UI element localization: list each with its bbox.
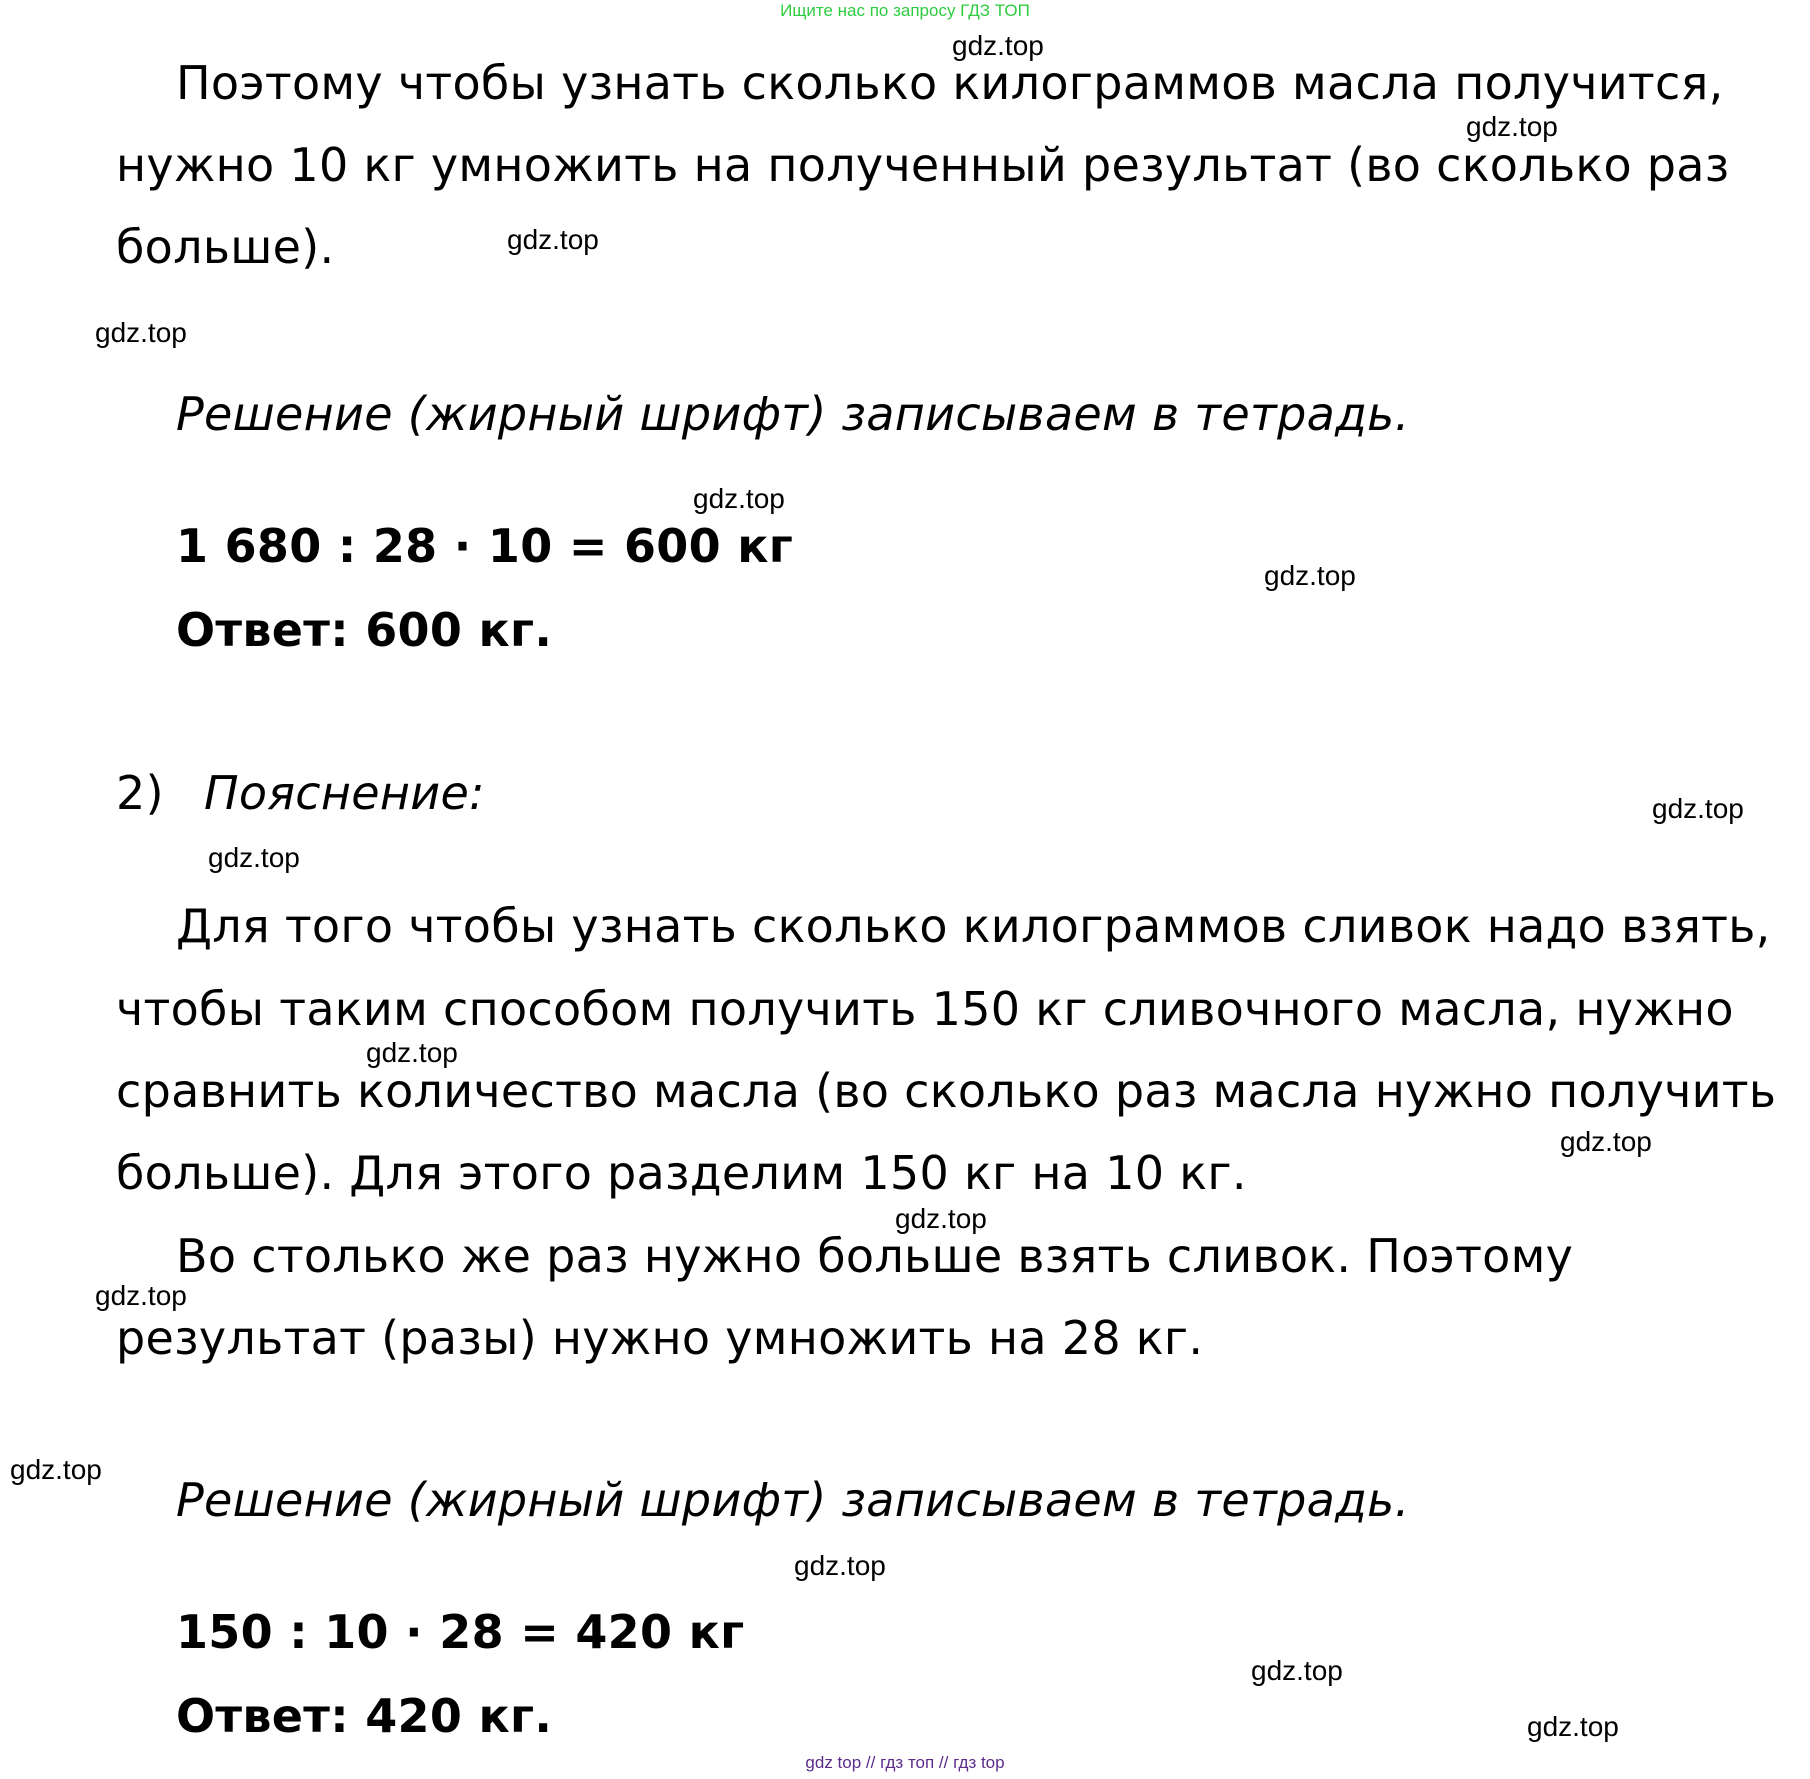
watermark: gdz.top	[1527, 1711, 1619, 1742]
solution2-note: Решение (жирный шрифт) записываем в тетрадь.	[176, 1473, 1410, 1527]
top-banner[interactable]: Ищите нас по запросу ГДЗ ТОП	[780, 1, 1030, 20]
watermark: gdz.top	[208, 842, 300, 873]
watermark: gdz.top	[1466, 111, 1558, 142]
paragraph1-line1: Поэтому чтобы узнать сколько килограммов масла получится,	[176, 56, 1724, 110]
part2-line6: результат (разы) нужно умножить на 28 кг.	[116, 1311, 1204, 1365]
solution1-equation: 1 680 : 28 · 10 = 600 кг	[176, 519, 794, 573]
watermark: gdz.top	[95, 1280, 187, 1311]
solution1-note: Решение (жирный шрифт) записываем в тетрадь.	[176, 387, 1410, 441]
solution2-answer: Ответ: 420 кг.	[176, 1689, 553, 1743]
part2-number: 2)	[116, 766, 164, 820]
watermark: gdz.top	[895, 1203, 987, 1234]
solution2-equation: 150 : 10 · 28 = 420 кг	[176, 1605, 745, 1659]
part2-line5: Во столько же раз нужно больше взять сливок. Поэтому	[176, 1229, 1574, 1283]
part2-line3: сравнить количество масла (во сколько раз масла нужно получить	[116, 1064, 1777, 1118]
part2-heading: Пояснение:	[204, 766, 485, 820]
solution1-answer: Ответ: 600 кг.	[176, 603, 553, 657]
part2-line4: больше). Для этого разделим 150 кг на 10 кг.	[116, 1146, 1247, 1200]
watermark: gdz.top	[1560, 1126, 1652, 1157]
footer-links[interactable]: gdz top // гдз топ // гдз top	[805, 1753, 1005, 1772]
paragraph1-line3: больше).	[116, 220, 335, 274]
watermark: gdz.top	[1264, 560, 1356, 591]
watermark: gdz.top	[952, 30, 1044, 61]
watermark: gdz.top	[366, 1037, 458, 1068]
watermark: gdz.top	[507, 224, 599, 255]
watermark: gdz.top	[1251, 1655, 1343, 1686]
part2-line2: чтобы таким способом получить 150 кг сливочного масла, нужно	[116, 982, 1734, 1036]
watermark: gdz.top	[794, 1550, 886, 1581]
paragraph1-line2: нужно 10 кг умножить на полученный результат (во сколько раз	[116, 138, 1730, 192]
watermark: gdz.top	[95, 317, 187, 348]
watermark: gdz.top	[1652, 793, 1744, 824]
part2-line1: Для того чтобы узнать сколько килограммов сливок надо взять,	[176, 899, 1771, 953]
watermark: gdz.top	[10, 1454, 102, 1485]
watermark: gdz.top	[693, 483, 785, 514]
